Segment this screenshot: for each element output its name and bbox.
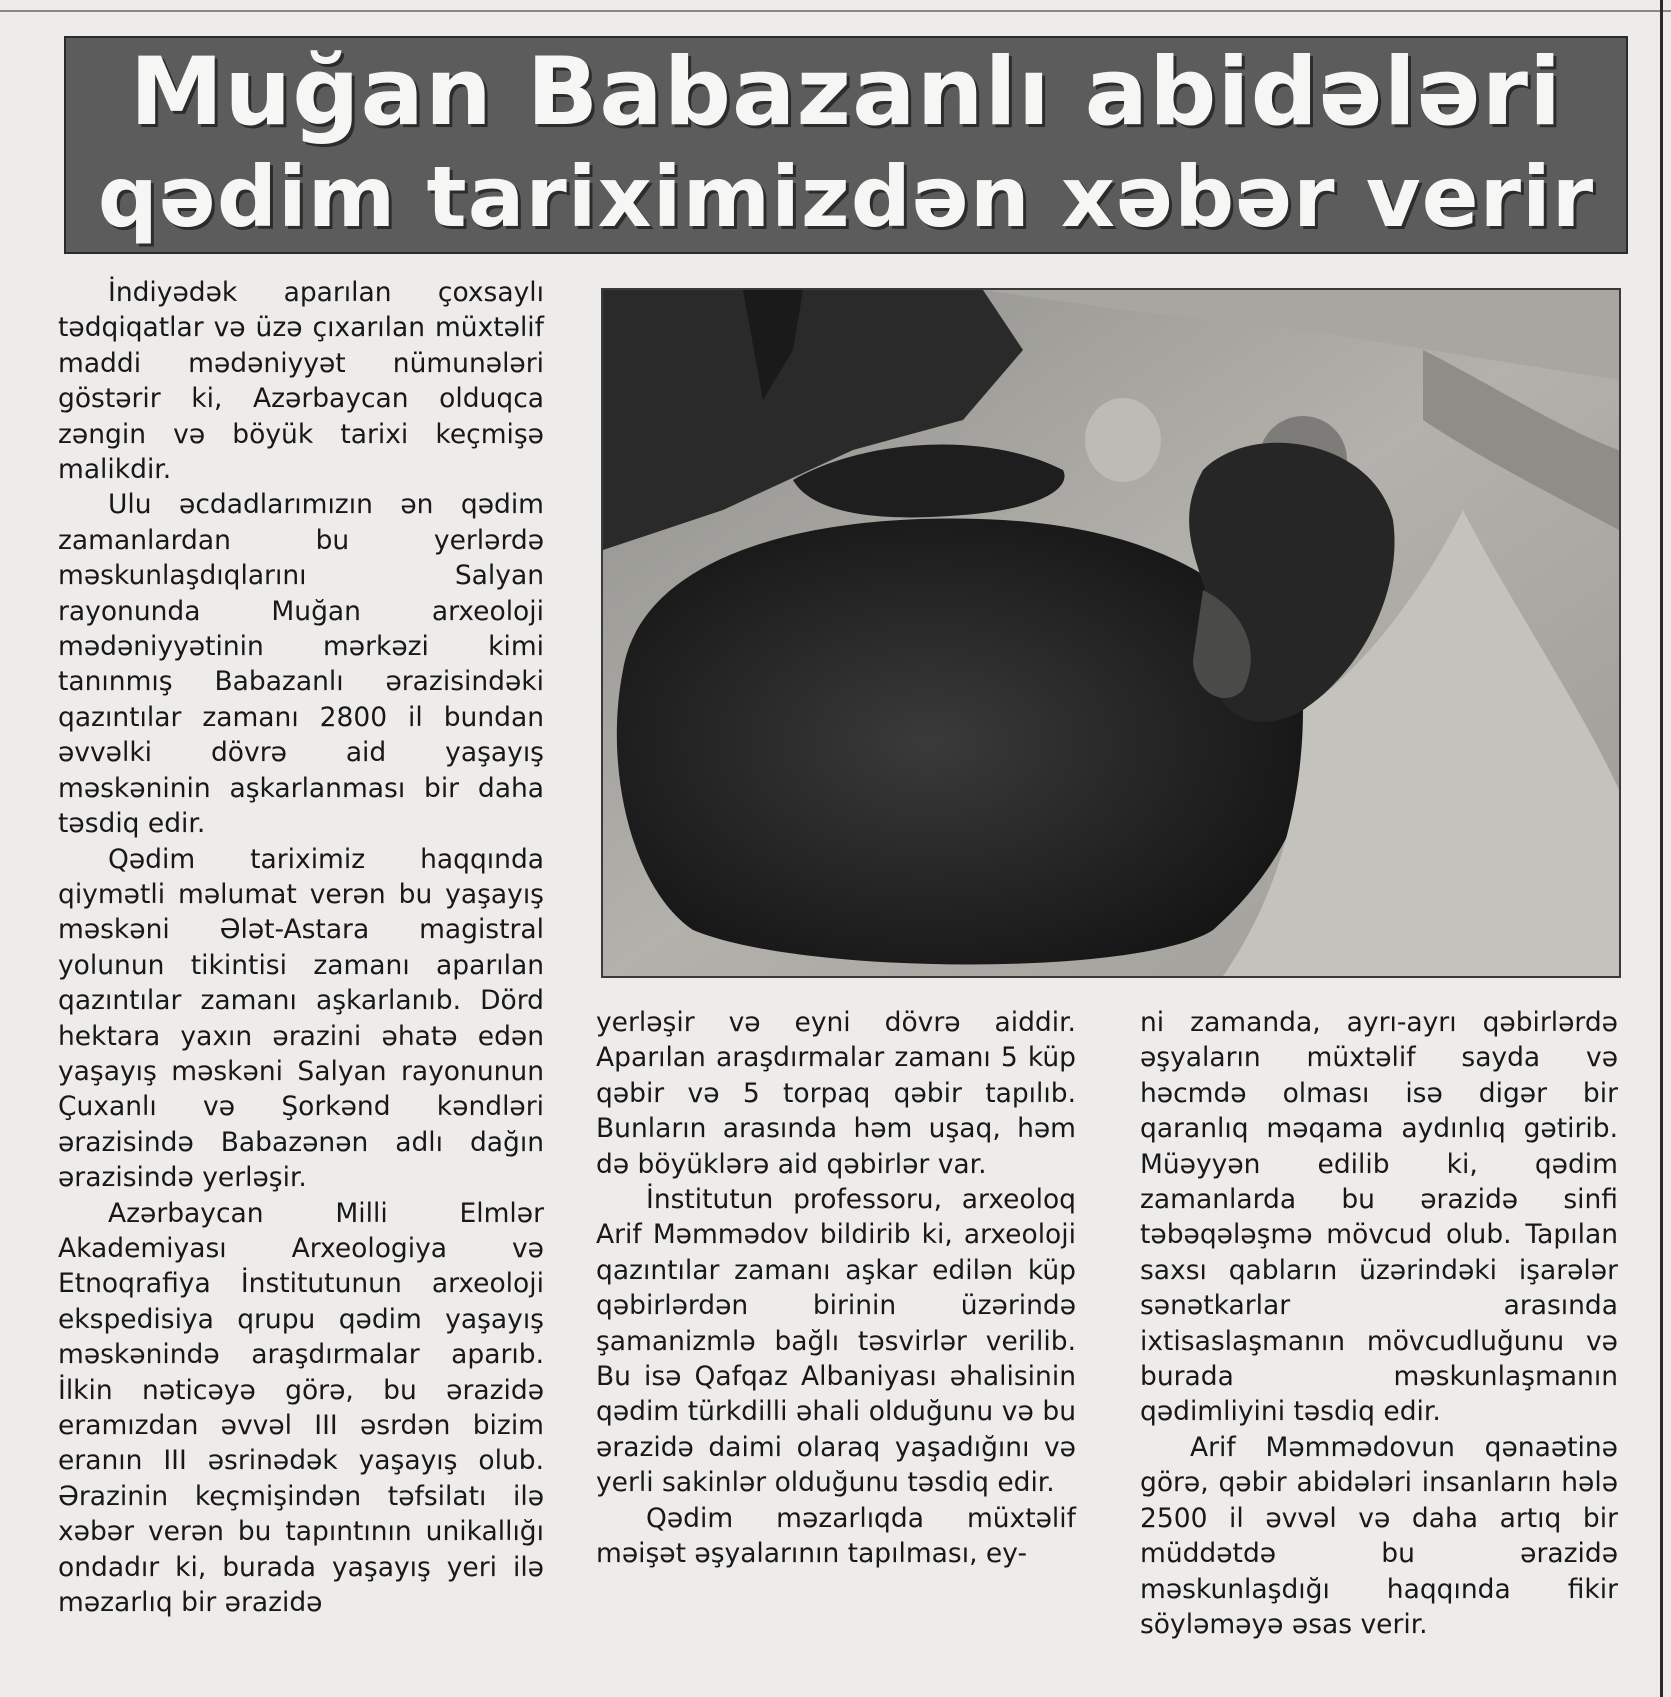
article-column-2 <box>596 1005 1076 1572</box>
excavation-photo <box>601 288 1621 978</box>
headline-banner <box>64 36 1628 254</box>
photo-illustration <box>603 290 1619 976</box>
paragraph: Qədim tariximiz haqqında qiymətli məlumat verən bu yaşayış məskəni Ələt-Astara magistral yolunun tikintisi zamanı aparılan qazıntılar zamanı aşkarlanıb. Dörd hektara yaxın ərazini əhatə edən yaşayış məskəni Salyan rayonunun Çuxanlı və Şorkənd kəndləri ərazisində Babazənən adlı dağın ərazisində yerləşir. <box>58 843 544 1194</box>
paragraph: Ulu əcdadlarımızın ən qədim zamanlardan bu yerlərdə məskunlaşdıqlarını Salyan rayonunda Muğan arxeoloji mədəniyyətinin mərkəzi kimi tanınmış Babazanlı ərazisindəki qazıntılar zamanı 2800 il bundan əvvəlki dövrə aid yaşayış məskəninin aşkarlanması bir daha təsdiq edir. <box>58 489 544 840</box>
paragraph: İnstitutun professoru, arxeoloq Arif Məmmədov bildirib ki, arxeoloji qazıntılar zamanı aşkar edilən küp qəbirlərdən birinin üzərində şamanizmlə bağlı təsvirlər verilib. Bu isə Qafqaz Albaniyası əhalisinin qədim türkdilli əhali olduğunu və bu ərazidə daimi olaraq yaşadığını və yerli sakinlər olduğunu təsdiq edir. <box>596 1184 1076 1499</box>
paragraph: Azərbaycan Milli Elmlər Akademiyası Arxeologiya və Etnoqrafiya İnstitutunun arxeoloji ekspedisiya qrupu qədim yaşayış məskənində araşdırmalar aparıb. İlkin nəticəyə görə, bu ərazidə eramızdan əvvəl III əsrdən bizim eranın III əsrinədək yaşayış olub. Ərazinin keçmişindən təfsilatı ilə xəbər verən bu tapıntının unikallığı ondadır ki, burada yaşayış yeri ilə məzarlıq bir ərazidə <box>58 1197 544 1619</box>
paragraph: ni zamanda, ayrı-ayrı qəbirlərdə əşyaların müxtəlif sayda və həcmdə olması isə digər bir qaranlıq məqama aydınlıq gətirib. Müəyyən edilib ki, qədim zamanlarda bu ərazidə sinfi təbəqələşmə mövcud olub. Tapılan saxsı qabların üzərindəki işarələr sənətkarlar arasında ixtisaslaşmanın mövcudluğunu və burada məskunlaşmanın qədimliyini təsdiq edir. <box>1140 1007 1618 1428</box>
paragraph: Arif Məmmədovun qənaətinə görə, qəbir abidələri insanların hələ 2500 il əvvəl və daha artıq bir müddətdə bu ərazidə məskunlaşdığı haqqında fikir söyləməyə əsas verir. <box>1140 1431 1618 1640</box>
paragraph: İndiyədək aparılan çoxsaylı tədqiqatlar və üzə çıxarılan müxtəlif maddi mədəniyyət nümunələri göstərir ki, Azərbaycan olduqca zəngin və böyük tarixi keçmişə malikdir. <box>58 277 544 486</box>
headline-line-2: qədim tariximizdən xəbər verir <box>97 148 1595 246</box>
paragraph: yerləşir və eyni dövrə aiddir. Aparılan araşdırmalar zamanı 5 küp qəbir və 5 torpaq qəbir tapılıb. Bunların arasında həm uşaq, həm də böyüklərə aid qəbirlər var. <box>596 1007 1076 1180</box>
article-column-3 <box>1140 1005 1618 1642</box>
article-column-1 <box>58 275 544 1620</box>
top-rule <box>0 10 1671 12</box>
right-rule <box>1660 0 1663 1697</box>
paragraph: Qədim məzarlıqda müxtəlif məişət əşyalarının tapılması, ey- <box>596 1502 1076 1570</box>
headline-line-1: Muğan Babazanlı abidələri <box>129 38 1563 147</box>
